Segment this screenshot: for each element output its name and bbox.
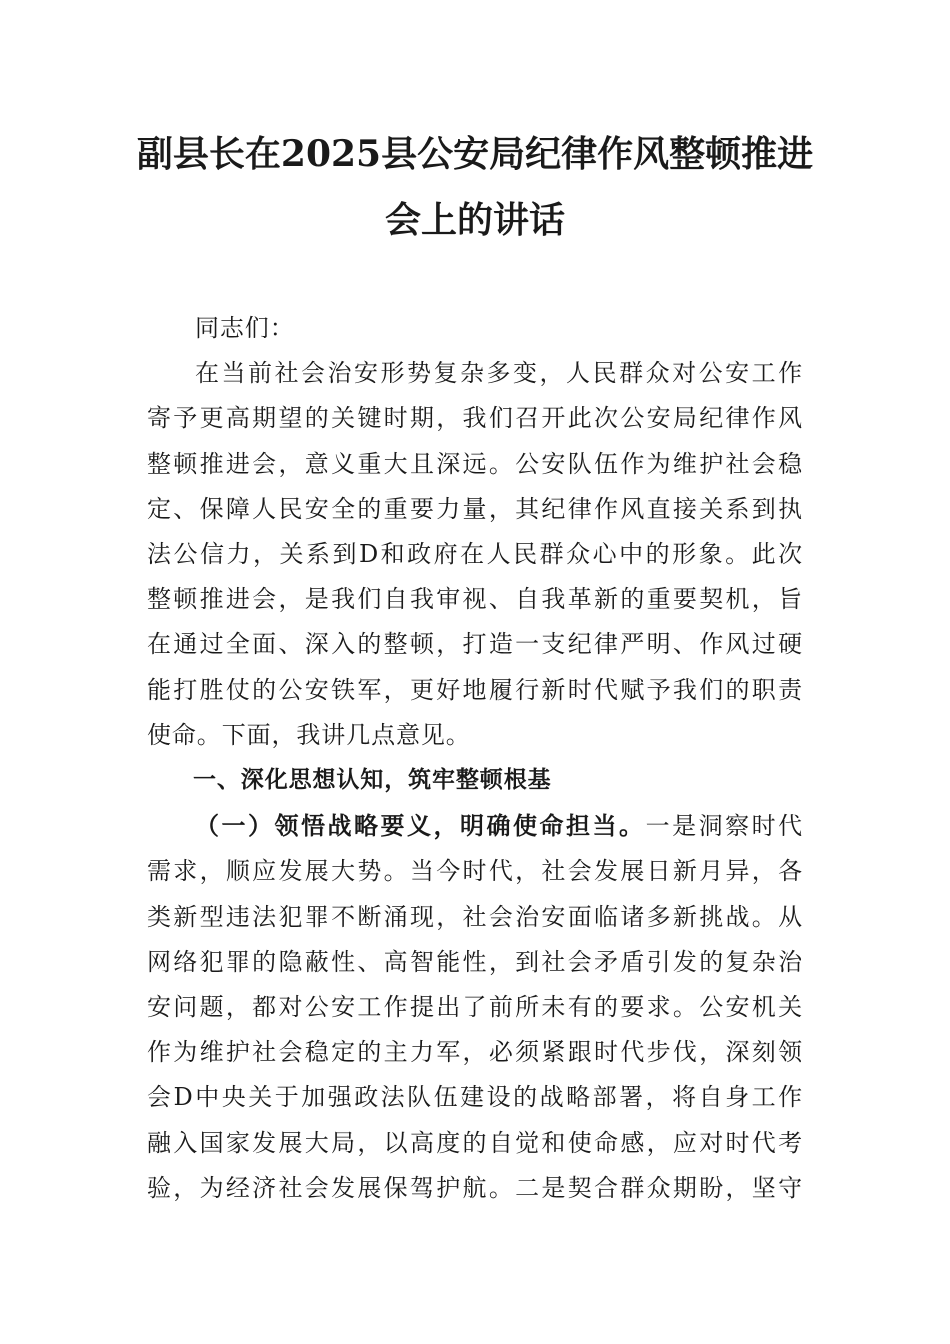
intro-line: 能打胜仗的公安铁军，更好地履行新时代赋予我们的职责: [147, 675, 803, 704]
intro-line: 定、保障人民安全的重要力量，其纪律作风直接关系到执: [147, 494, 803, 523]
subsection-line: 验，为经济社会发展保驾护航。二是契合群众期盼，坚守: [147, 1173, 803, 1202]
subsection-line: 会D中央关于加强政法队伍建设的战略部署，将自身工作: [147, 1083, 803, 1112]
subsection-line: 作为维护社会稳定的主力军，必须紧跟时代步伐，深刻领: [147, 1038, 803, 1067]
intro-line: 整顿推进会，意义重大且深远。公安队伍作为维护社会稳: [147, 449, 803, 478]
intro-line: 使命。下面，我讲几点意见。: [147, 720, 471, 749]
subsection-line: 类新型违法犯罪不断涌现，社会治安面临诸多新挑战。从: [147, 902, 803, 931]
subsection-line: 需求，顺应发展大势。当今时代，社会发展日新月异，各: [147, 857, 803, 886]
subsection-1-lead: （一）领悟战略要义，明确使命担当。: [195, 811, 646, 841]
document-body: [147, 306, 803, 1211]
intro-line: 在当前社会治安形势复杂多变，人民群众对公安工作: [195, 359, 803, 388]
salutation: 同志们：: [195, 314, 295, 342]
subsection-1-paragraph: [147, 803, 803, 1211]
subsection-first-line: [147, 803, 803, 849]
intro-line: 在通过全面、深入的整顿，打造一支纪律严明、作风过硬: [147, 630, 803, 659]
subsection-line: 融入国家发展大局，以高度的自觉和使命感，应对时代考: [147, 1128, 803, 1157]
subsection-line: 网络犯罪的隐蔽性、高智能性，到社会矛盾引发的复杂治: [147, 947, 803, 976]
document-title-line-1: 副县长在2025县公安局纪律作风整顿推进: [136, 133, 814, 175]
document-title-line-2: 会上的讲话: [384, 199, 565, 241]
subsection-1-first-rest: 一是洞察时代: [645, 812, 803, 841]
intro-line: 整顿推进会，是我们自我审视、自我革新的重要契机，旨: [147, 585, 803, 614]
section-heading-1: 一、深化思想认知，筑牢整顿根基: [193, 767, 552, 794]
intro-paragraph: [147, 351, 803, 758]
intro-line: 法公信力，关系到D和政府在人民群众心中的形象。此次: [147, 540, 803, 569]
subsection-line: 安问题，都对公安工作提出了前所未有的要求。公安机关: [147, 993, 803, 1022]
intro-line: 寄予更高期望的关键时期，我们召开此次公安局纪律作风: [147, 404, 803, 433]
